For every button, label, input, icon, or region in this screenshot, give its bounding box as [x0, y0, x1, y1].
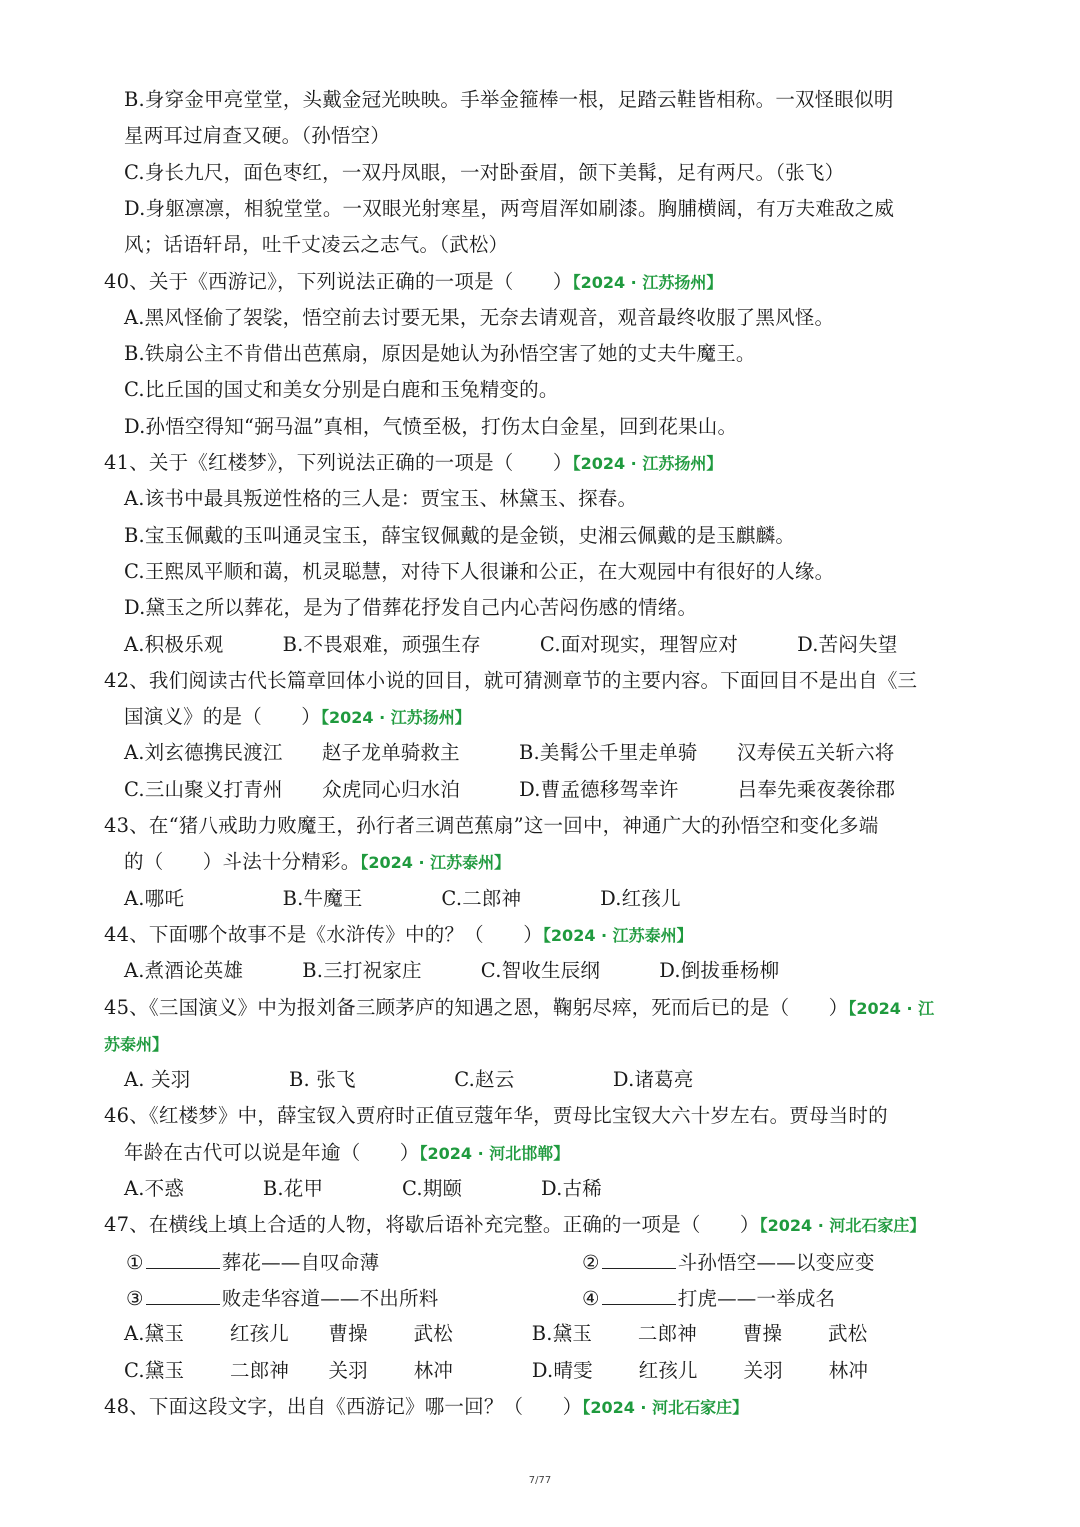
line-text: 41、关于《红楼梦》，下列说法正确的一项是（ ） [104, 451, 573, 474]
source-tag: 【2024 · 江苏扬州】 [572, 454, 723, 473]
text-line [124, 413, 737, 441]
line-text: C.三山聚义打青州 众虎同心归水泊 D.曹孟德移驾幸许 吕奉先乘夜袭徐郡 [124, 777, 896, 801]
text-line [104, 449, 722, 478]
source-tag: 【2024 · 江苏泰州】 [360, 853, 511, 873]
line-text: 40、关于《西游记》，下列说法正确的一项是（ ） [104, 269, 573, 293]
page-number: 7/77 [528, 1475, 552, 1486]
text-line [124, 1175, 602, 1203]
text-line [124, 122, 390, 150]
line-text: 国演义》的是（ ） [124, 705, 322, 729]
text-line [124, 594, 697, 622]
line-text: 43、在“猪八戒助力败魔王，孙行者三调芭蕉扇”这一回中，神通广大的孙悟空和变化多端 [104, 814, 879, 837]
text-line [104, 1393, 748, 1422]
line-text: 风；话语轩昂，吐千丈凌云之志气。（武松） [124, 233, 509, 257]
source-tag: 【2024 · 河北石家庄】 [759, 1216, 926, 1236]
xiehouyu-item-3: ③ 败走华容道——不出所料 [126, 1282, 438, 1313]
line-text: A.不惑 B.花甲 C.期颐 D.古稀 [124, 1177, 602, 1200]
line-text: B.身穿金甲亮堂堂，头戴金冠光映映。手举金箍棒一根，足踏云鞋皆相称。一双怪眼似明 [124, 88, 894, 111]
text-line [124, 1320, 867, 1348]
text-line [124, 376, 559, 404]
text-line [104, 667, 917, 695]
line-text: D.身躯凛凛，相貌堂堂。一双眼光射寒星，两弯眉浑如刷漆。胸脯横阔，有万夫难敌之威 [124, 196, 895, 220]
line-text: A.积极乐观 B.不畏艰难，顽强生存 C.面对现实，理智应对 D.苦闷失望 [124, 632, 898, 656]
text-line [124, 1139, 569, 1168]
line-text: 星两耳过肩查又硬。（孙悟空） [124, 124, 391, 148]
text-line [104, 268, 722, 297]
line-text: 的（ ）斗法十分精彩。 [124, 850, 361, 874]
line-text: A.刘玄德携民渡江 赵子龙单骑救主 B.美髯公千里走单骑 汉寿侯五关斩六将 [124, 741, 895, 765]
xiehouyu-item-4: ④ 打虎——一举成名 [582, 1282, 835, 1313]
text-line [124, 231, 508, 259]
line-text: A.哪吒 B.牛魔王 C.二郎神 D.红孩儿 [124, 886, 681, 910]
text-line [104, 812, 878, 840]
text-line [124, 340, 756, 368]
line-text: A.该书中最具叛逆性格的三人是：贾宝玉、林黛玉、探春。 [124, 487, 638, 511]
text-line [124, 631, 897, 659]
text-line [124, 703, 471, 732]
source-tag: 【2024 · 江 [848, 998, 935, 1018]
line-text: 46、《红楼梦》中，薛宝钗入贾府时正值豆蔻年华，贾母比宝钗大六十岁左右。贾母当时的 [104, 1104, 888, 1128]
line-text: 年龄在古代可以说是年逾（ ） [124, 1140, 420, 1164]
text-line [124, 885, 681, 913]
text-line [124, 159, 844, 187]
text-line [124, 86, 894, 114]
text-line [104, 1102, 888, 1130]
line-text: 45、《三国演义》中为报刘备三顾茅庐的知遇之恩，鞠躬尽瘁，死而后已的是（ ） [104, 995, 849, 1019]
text-line [104, 994, 934, 1023]
source-tag: 苏泰州】 [104, 1034, 169, 1054]
text-line [124, 304, 834, 332]
line-text: A.黛玉 红孩儿 曹操 武松 B.黛玉 二郎神 曹操 武松 [124, 1322, 868, 1346]
line-text: A.黑风怪偷了袈裟，悟空前去讨要无果，无奈去请观音，观音最终收服了黑风怪。 [124, 305, 835, 329]
xiehouyu-item-1: ① 葬花——自叹命薄 [126, 1246, 379, 1277]
source-tag: 【2024 · 江苏扬州】 [572, 272, 723, 292]
source-tag: 【2024 · 江苏泰州】 [542, 925, 693, 945]
text-line [124, 848, 510, 877]
text-line [124, 1357, 868, 1385]
line-text: 48、下面这段文字，出自《西游记》哪一回？（ ） [104, 1394, 583, 1418]
text-line [104, 1030, 168, 1059]
line-text: B.铁扇公主不肯借出芭蕉扇，原因是她认为孙悟空害了她的丈夫牛魔王。 [124, 342, 756, 366]
line-text: C.身长九尺，面色枣红，一双丹凤眼，一对卧蚕眉，颌下美髯，足有两尺。（张飞） [124, 160, 845, 184]
text-line [124, 558, 834, 586]
line-text: C.王熙凤平顺和蔼，机灵聪慧，对待下人很谦和公正，在大观园中有很好的人缘。 [124, 559, 835, 583]
text-line [124, 776, 895, 804]
text-line [124, 1066, 694, 1094]
line-text: A. 关羽 B. 张飞 C.赵云 D.诸葛亮 [124, 1068, 694, 1092]
text-line [104, 1211, 925, 1240]
xiehouyu-item-2: ② 斗孙悟空——以变应变 [582, 1246, 875, 1277]
text-line [124, 739, 895, 767]
line-text: C.黛玉 二郎神 关羽 林冲 D.晴雯 红孩儿 关羽 林冲 [124, 1358, 869, 1382]
line-text: 42、我们阅读古代长篇章回体小说的回目，就可猜测章节的主要内容。下面回目不是出自《三 [104, 668, 918, 692]
text-line [124, 485, 637, 513]
line-text: 44、下面哪个故事不是《水浒传》中的？（ ） [104, 922, 543, 946]
line-text: D.孙悟空得知“弼马温”真相，气愤至极，打伤太白金星，回到花果山。 [124, 414, 738, 438]
text-line [124, 957, 779, 985]
line-text: C.比丘国的国丈和美女分别是白鹿和玉兔精变的。 [124, 378, 559, 402]
text-line [124, 522, 795, 550]
line-text: D.黛玉之所以葬花，是为了借葬花抒发自己内心苦闷伤感的情绪。 [124, 596, 698, 620]
line-text: 47、在横线上填上合适的人物，将歇后语补充完整。正确的一项是（ ） [104, 1213, 760, 1237]
source-tag: 【2024 · 江苏扬州】 [321, 708, 471, 728]
source-tag: 【2024 · 河北邯郸】 [419, 1143, 570, 1163]
text-line [104, 921, 693, 950]
text-line [124, 195, 894, 223]
source-tag: 【2024 · 河北石家庄】 [582, 1397, 749, 1417]
line-text: A.煮酒论英雄 B.三打祝家庄 C.智收生辰纲 D.倒拔垂杨柳 [124, 959, 780, 983]
line-text: B.宝玉佩戴的玉叫通灵宝玉，薛宝钗佩戴的是金锁，史湘云佩戴的是玉麒麟。 [124, 523, 796, 547]
